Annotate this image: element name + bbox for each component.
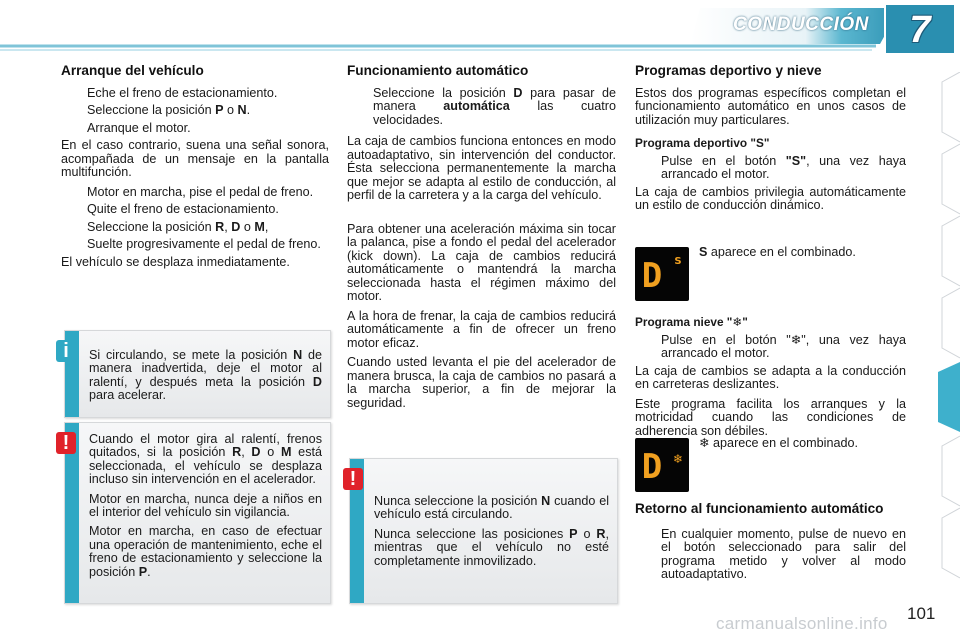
paragraph: Cuando usted levanta el pie del acelerador de manera brusca, la caja de cambios no pasará a la marcha superior, a fin de mejorar la seguridad. <box>347 355 616 410</box>
paragraph: La caja de cambios privilegia automáticamente un estilo de conducción dinámico. <box>635 184 906 212</box>
paragraph: Estos dos programas específicos completan el funcionamiento automático en unos casos de utilización muy particulares. <box>635 85 906 127</box>
instrument-display-sport <box>635 247 689 301</box>
page-number: 101 <box>907 604 936 623</box>
list-item: Eche el freno de estacionamiento. <box>87 85 278 100</box>
svg-text:D: D <box>641 256 663 296</box>
paragraph: La caja de cambios funciona entonces en modo autoadaptativo, sin intervención del conductor. Ésta selecciona permanentemente la marcha que mejor se adapta al estilo de conducción, al perfil de la carretera y a la carga del vehículo. <box>347 134 616 202</box>
list-item: Pulse en el botón "S", una vez haya arrancado el motor. <box>661 153 906 181</box>
paragraph: En el caso contrario, suena una señal sonora, acompañada de un mensaje en la pantalla multifunción. <box>61 138 329 179</box>
list-item: Arranque el motor. <box>87 120 191 135</box>
gear-display-snow-icon <box>635 438 689 492</box>
section-title: Funcionamiento automático <box>347 63 529 78</box>
section-title: Programas deportivo y nieve <box>635 63 822 78</box>
section-title: Arranque del vehículo <box>61 63 204 78</box>
list-item: Seleccione la posición P o N. <box>87 103 251 117</box>
list-item: En cualquier momento, pulse de nuevo en el botón seleccionado para salir del programa metido y volver al modo autoadaptativo. <box>661 526 906 581</box>
warning-icon: ! <box>343 468 363 490</box>
warning-text: Nunca seleccione la posición N cuando el vehículo está circulando. Nunca seleccione las posiciones P o R, mientras que el vehículo no esté completamente inmovilizado. <box>374 494 609 568</box>
list-item: Motor en marcha, pise el pedal de freno. <box>87 184 314 199</box>
column-end <box>635 64 906 219</box>
column-end-bottom <box>635 502 906 586</box>
side-tabs <box>930 72 960 592</box>
snow-display-caption: ❄ aparece en el combinado. <box>699 436 858 450</box>
list-item: Pulse en el botón "❄", una vez haya arrancado el motor. <box>661 332 906 360</box>
info-icon: i <box>56 340 76 362</box>
column-start <box>61 64 329 275</box>
list-item: Seleccione la posición D para pasar de manera automática las cuatro velocidades. <box>373 85 616 127</box>
warning-text: Cuando el motor gira al ralentí, frenos quitados, si la posición R, D o M está seleccionada, el vehículo se desplaza incluso sin intervención en el acelerador. Motor en marcha, nunca deje a niños en el interior del vehículo sin vigilancia. Motor en marcha, en caso de efectuar una operación de mantenimiento, eche el freno de estacionamiento y seleccione la posición P. <box>89 432 322 579</box>
paragraph: La caja de cambios se adapta a la conducción en carreteras deslizantes. <box>635 363 906 391</box>
column-middle <box>347 64 616 416</box>
subsection-title: Programa deportivo "S" <box>635 136 770 150</box>
info-text: Si circulando, se mete la posición N de manera inadvertida, deje el motor al ralentí, y después meta la posición D para acelerar. <box>89 348 322 403</box>
paragraph: A la hora de frenar, la caja de cambios reducirá automáticamente a fin de ofrecer un freno motor eficaz. <box>347 308 616 350</box>
chapter-number: 7 <box>909 9 931 51</box>
paragraph: Este programa facilita los arranques y la motricidad cuando las condiciones de adherencia son débiles. <box>635 396 906 438</box>
list-item: Seleccione la posición R, D o M, <box>87 219 269 234</box>
info-box <box>64 330 331 418</box>
column-end-lower <box>635 312 906 444</box>
warning-box <box>64 422 331 604</box>
gear-display-icon <box>635 247 689 301</box>
svg-text:❄: ❄ <box>672 452 684 466</box>
warning-icon: ! <box>56 432 76 454</box>
chapter-title: CONDUCCIÓN <box>733 14 869 35</box>
list-item: Suelte progresivamente el pedal de freno. <box>87 237 321 251</box>
sport-display-caption: S aparece en el combinado. <box>699 245 856 259</box>
list-item: Quite el freno de estacionamiento. <box>87 202 279 216</box>
warning-box <box>349 458 618 604</box>
section-title: Retorno al funcionamiento automático <box>635 501 884 516</box>
watermark: carmanualsonline.info <box>716 614 888 633</box>
svg-text:D: D <box>641 447 663 487</box>
instrument-display-snow <box>635 438 689 492</box>
svg-text:S: S <box>674 256 682 267</box>
paragraph: El vehículo se desplaza inmediatamente. <box>61 254 290 269</box>
paragraph: Para obtener una aceleración máxima sin tocar la palanca, pise a fondo el pedal del acelerador (kick down). La caja de cambios reducirá automáticamente o mantendrá la marcha seleccionada hasta el régimen máximo del motor. <box>347 221 616 303</box>
subsection-title: Programa nieve "❄" <box>635 315 748 329</box>
